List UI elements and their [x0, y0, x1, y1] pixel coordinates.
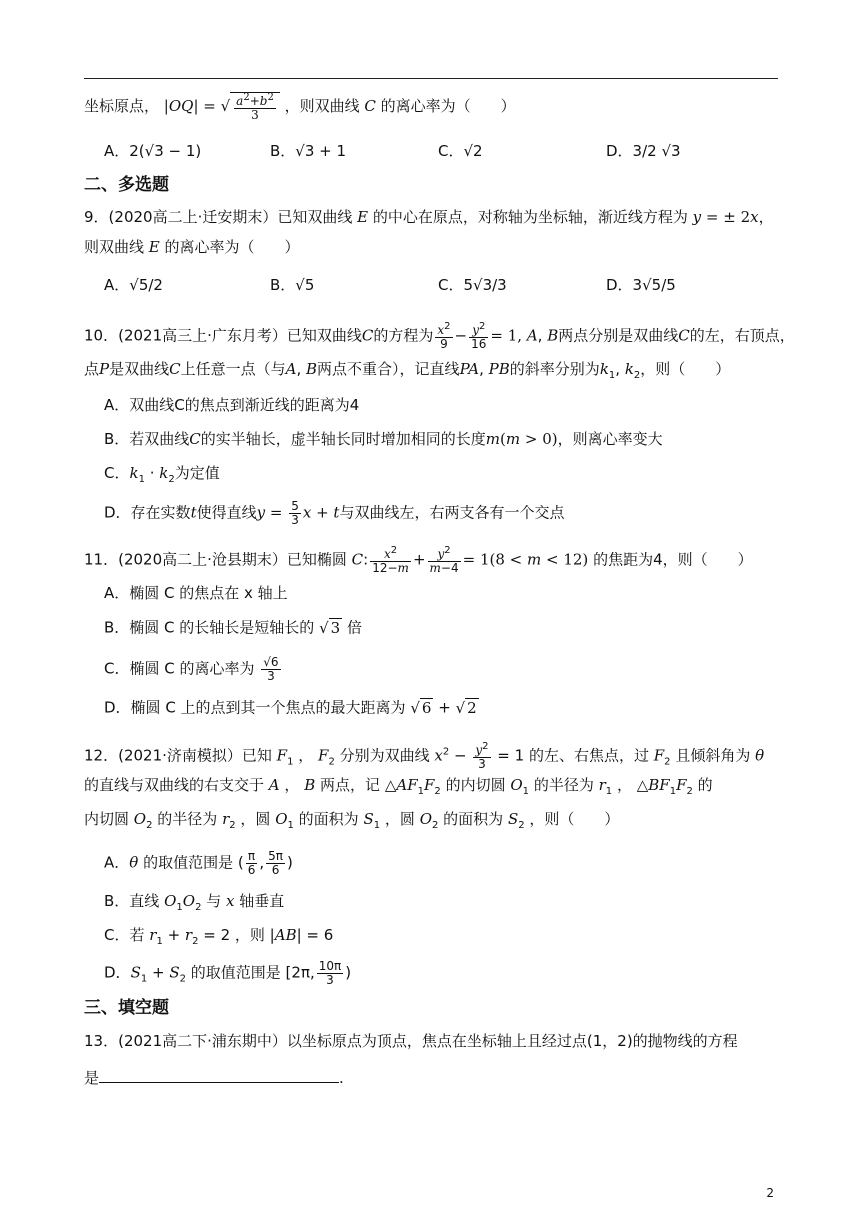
section-heading-fill: 三、填空题 [84, 998, 169, 1018]
q11-option-d: D．椭圆 C 上的点到其一个焦点的最大距离为 √ 6 + √ 2 [104, 698, 477, 717]
q11-option-c: C．椭圆 C 的离心率为 $\frac{√6}{3}$ [104, 655, 279, 683]
q9-stem-line1: 9．(2020高二上·迁安期末）已知双曲线 E 的中心在原点，对称轴为坐标轴，渐近线方程为 y = ± 2x， [84, 208, 774, 226]
q9-option-d: D．3√5/5 [606, 276, 676, 294]
q12-stem-line3: 内切圆 $O_2$ 的半径为 $r_2$ ，圆 $O_1$ 的面积为 $S_1$ ，圆 $O_2$ 的面积为 $S_2$ ，则（ ） [84, 810, 620, 831]
section-heading-multi: 二、多选题 [84, 175, 169, 195]
q11-option-b: B．椭圆 C 的长轴长是短轴长的 √ 3 倍 [104, 618, 362, 637]
q8-option-a: A．2(√3 − 1) [104, 142, 202, 160]
q9-stem-line2: 则双曲线 E 的离心率为（ ） [84, 238, 300, 256]
q11-stem: 11．(2020高二上·沧县期末）已知椭圆 C: $\frac{x^2}{12-m}$ + $\frac{y^2}{m-4}$ = 1(8 < m < 12) 的焦距为4，则（ ） [84, 545, 753, 575]
q12-option-d: D．$S_1 + S_2$ 的取值范围是 [2π, $\frac{10\pi}{3}$ ) [104, 959, 352, 987]
q9-option-b: B．√5 [270, 276, 315, 294]
answer-blank[interactable] [99, 1068, 339, 1083]
q12-option-b: B．直线 $O_1O_2$ 与 x 轴垂直 [104, 892, 285, 913]
q10-option-d: D．存在实数t使得直线y = $\frac{5}{3}$ x + t与双曲线左，右两支各有一个交点 [104, 499, 565, 527]
q9-option-a: A．√5/2 [104, 276, 163, 294]
q8-option-d: D．3/2 √3 [606, 142, 681, 160]
q10-option-c: C．$k_1 \cdot k_2$为定值 [104, 464, 220, 485]
q12-stem-line2: 的直线与双曲线的右支交于 A ， B 两点，记 $\triangle AF_1F_2$ 的内切圆 $O_1$ 的半径为 $r_1$ ， $\triangle BF_1F_2$ 的 [84, 776, 713, 797]
q9-option-c: C．5√3/3 [438, 276, 507, 294]
q8-option-b: B．√3 + 1 [270, 142, 347, 160]
q10-option-a: A．双曲线C的焦点到渐近线的距离为4 [104, 396, 360, 414]
q12-option-c: C．若 $r_1 + r_2 = 2$ ，则 |AB| = 6 [104, 926, 334, 947]
q13-stem: 13．(2021高二下·浦东期中）以坐标原点为顶点，焦点在坐标轴上且经过点(1，2)的抛物线的方程 [84, 1032, 738, 1050]
q8-stem: 坐标原点， |OQ| = √ $\frac{a^2+b^2}{3}$ ，则双曲线 C 的离心率为（ ） [84, 92, 516, 122]
q10-stem-line1: 10．(2021高三上·广东月考）已知双曲线C的方程为 $\frac{x^2}{9}$ − $\frac{y^2}{16}$ = 1, A, B两点分别是双曲线C的左，右顶点， [84, 321, 795, 351]
q12-option-a: A．θ 的取值范围是 ( $\frac{\pi}{6}$ , $\frac{5\pi}{6}$ ) [104, 849, 293, 877]
q11-option-a: A．椭圆 C 的焦点在 x 轴上 [104, 584, 288, 602]
q8-option-c: C．√2 [438, 142, 483, 160]
header-rule [84, 78, 778, 79]
page-number: 2 [766, 1186, 774, 1200]
q13-answer-line: 是 . [84, 1069, 344, 1087]
q10-option-b: B．若双曲线C的实半轴长，虚半轴长同时增加相同的长度m(m > 0)，则离心率变大 [104, 430, 663, 448]
q10-stem-line2: 点P是双曲线C上任意一点（与A, B两点不重合），记直线PA, PB的斜率分别为$k_1$, $k_2$，则（ ） [84, 360, 731, 381]
q12-stem-line1: 12．(2021·济南模拟）已知 $F_1$ ， $F_2$ 分别为双曲线 $x^2$ − $\frac{y^2}{3}$ = 1 的左、右焦点，过 $F_2$ 且倾斜角为 θ [84, 741, 765, 771]
